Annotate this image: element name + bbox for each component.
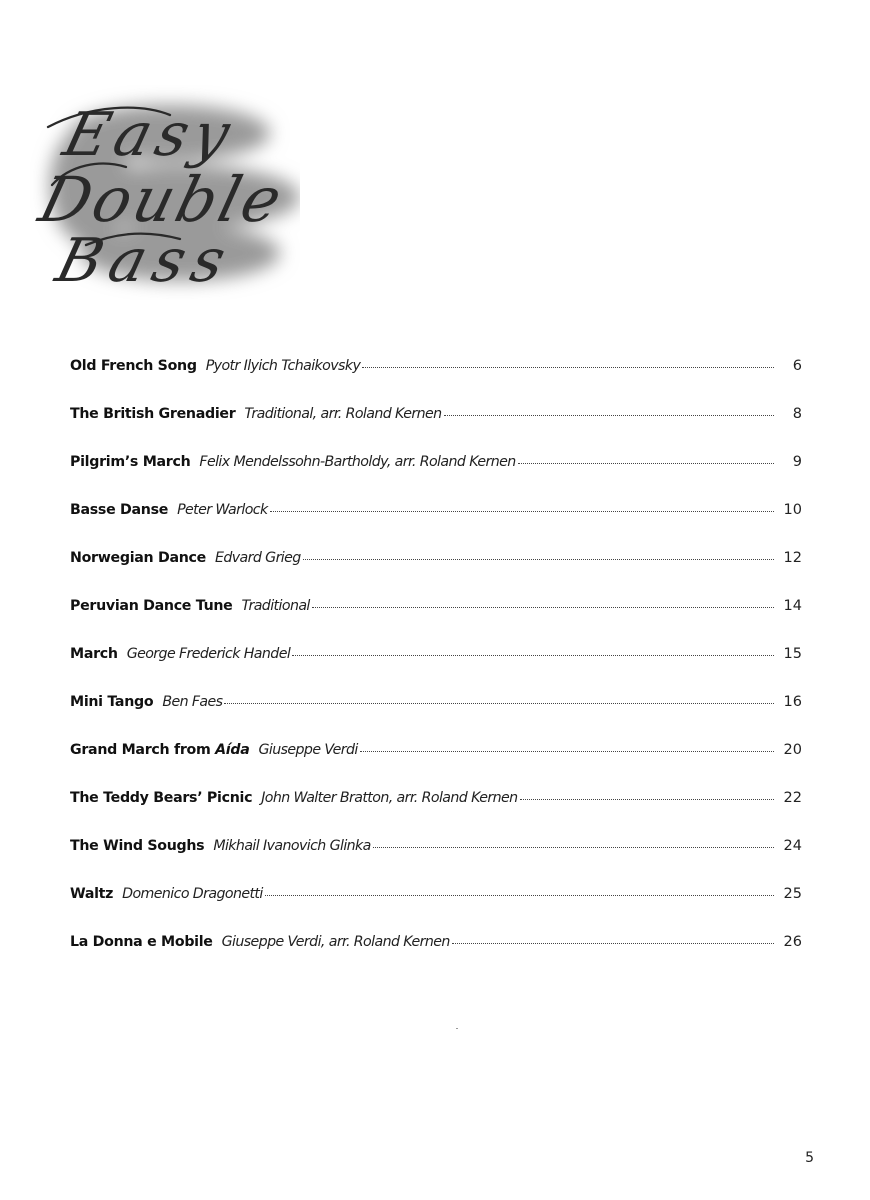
toc-entry[interactable]	[70, 790, 802, 838]
title-line-easy: Easy	[56, 99, 243, 170]
toc-entry[interactable]	[70, 454, 802, 502]
toc-title: Pilgrim’s March	[70, 454, 191, 470]
toc-entry[interactable]	[70, 406, 802, 454]
toc-page-number: 12	[783, 550, 802, 566]
toc-title: The Wind Soughs	[70, 838, 205, 854]
toc-entry[interactable]	[70, 742, 802, 790]
toc-composer: Traditional, arr. Roland Kernen	[244, 406, 442, 422]
toc-dot-leader	[265, 894, 774, 896]
toc-entry[interactable]	[70, 550, 802, 598]
toc-composer: George Frederick Handel	[126, 646, 291, 662]
title-line-bass: Bass	[49, 225, 241, 296]
toc-title: March	[70, 646, 118, 662]
toc-page-number: 22	[783, 790, 802, 806]
toc-dot-leader	[520, 798, 774, 800]
toc-composer: John Walter Bratton, arr. Roland Kernen	[261, 790, 518, 806]
toc-page-number: 9	[792, 454, 802, 470]
toc-entry[interactable]	[70, 502, 802, 550]
toc-page-number: 26	[783, 934, 802, 950]
toc-entry[interactable]	[70, 598, 802, 646]
toc-page-number: 25	[783, 886, 802, 902]
toc-page-number: 24	[783, 838, 802, 854]
toc-title	[70, 742, 249, 758]
toc-composer: Giuseppe Verdi	[258, 742, 358, 758]
toc-dot-leader	[303, 558, 774, 560]
toc-page-number: 20	[783, 742, 802, 758]
toc-page-number: 16	[783, 694, 802, 710]
toc-title: La Donna e Mobile	[70, 934, 213, 950]
toc-page-number: 10	[783, 502, 802, 518]
toc-composer: Edvard Grieg	[214, 550, 301, 566]
toc-composer: Felix Mendelssohn-Bartholdy, arr. Roland Kernen	[199, 454, 516, 470]
toc-composer: Traditional	[241, 598, 310, 614]
toc-title: Old French Song	[70, 358, 197, 374]
toc-dot-leader	[373, 846, 774, 848]
toc-dot-leader	[292, 654, 774, 656]
toc-title: Peruvian Dance Tune	[70, 598, 233, 614]
toc-composer: Giuseppe Verdi, arr. Roland Kernen	[221, 934, 450, 950]
scan-speck	[456, 1028, 458, 1029]
toc-dot-leader	[362, 366, 774, 368]
toc-composer: Mikhail Ivanovich Glinka	[213, 838, 371, 854]
table-of-contents	[70, 358, 802, 982]
toc-composer: Domenico Dragonetti	[122, 886, 263, 902]
toc-entry[interactable]	[70, 838, 802, 886]
toc-page-number: 15	[783, 646, 802, 662]
title-line-double: Double	[32, 163, 292, 236]
page-number: 5	[805, 1150, 814, 1166]
toc-dot-leader	[444, 414, 774, 416]
script-title-artwork	[30, 85, 300, 300]
book-title-logo	[30, 85, 300, 300]
toc-dot-leader	[518, 462, 774, 464]
toc-page-number: 14	[783, 598, 802, 614]
toc-title-italic: Aída	[215, 742, 250, 758]
toc-composer: Pyotr Ilyich Tchaikovsky	[205, 358, 361, 374]
toc-composer: Peter Warlock	[177, 502, 268, 518]
toc-dot-leader	[270, 510, 774, 512]
toc-title: The Teddy Bears’ Picnic	[70, 790, 253, 806]
toc-title: Norwegian Dance	[70, 550, 206, 566]
toc-title: Mini Tango	[70, 694, 154, 710]
toc-dot-leader	[312, 606, 774, 608]
toc-title: The British Grenadier	[70, 406, 236, 422]
toc-entry[interactable]	[70, 934, 802, 982]
toc-title: Waltz	[70, 886, 114, 902]
toc-entry[interactable]	[70, 646, 802, 694]
toc-entry[interactable]	[70, 694, 802, 742]
toc-page-number: 6	[792, 358, 802, 374]
toc-entry[interactable]	[70, 358, 802, 406]
toc-entry[interactable]	[70, 886, 802, 934]
toc-dot-leader	[452, 942, 774, 944]
toc-dot-leader	[360, 750, 774, 752]
toc-dot-leader	[224, 702, 774, 704]
toc-composer: Ben Faes	[162, 694, 223, 710]
toc-page-number: 8	[792, 406, 802, 422]
toc-title: Basse Danse	[70, 502, 169, 518]
toc-title-text: Grand March from	[70, 742, 216, 758]
